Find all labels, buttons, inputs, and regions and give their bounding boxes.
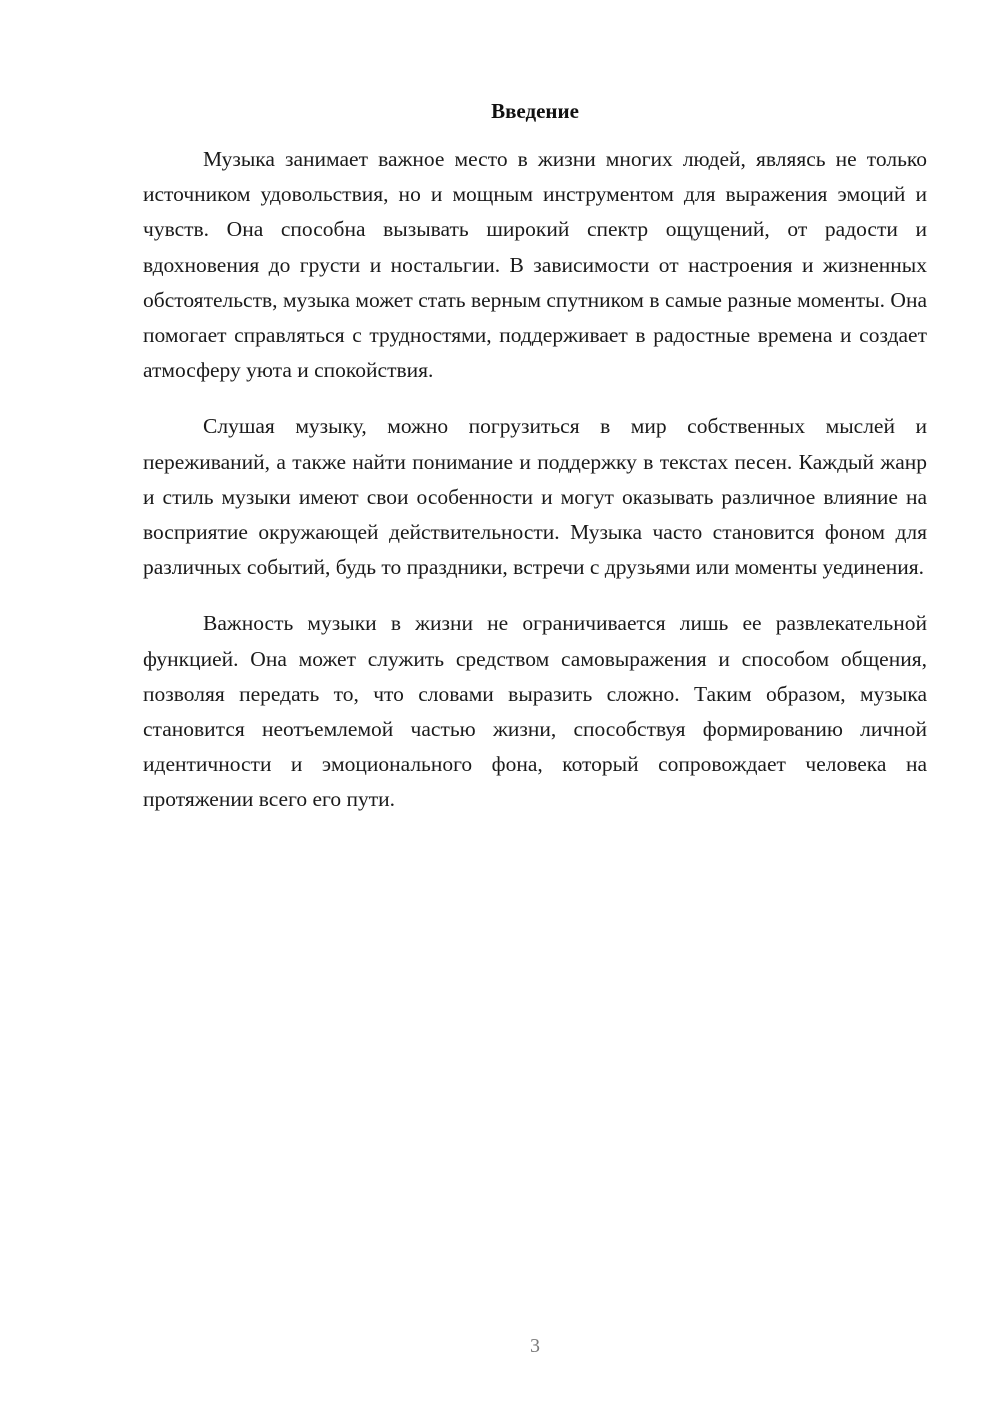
paragraph-1: Музыка занимает важное место в жизни многих людей, являясь не только источником удовольствия, но и мощным инструментом для выражения эмоций и чувств. Она способна вызывать широкий спектр ощущений, от радости и вдохновения до грусти и ностальгии. В зависимости от настроения и жизненных обстоятельств, музыка может стать верным спутником в самые разные моменты. Она помогает справляться с трудностями, поддерживает в радостные времена и создает атмосферу уюта и спокойствия.	[143, 147, 927, 383]
section-heading: Введение	[491, 99, 579, 123]
paragraph-2: Слушая музыку, можно погрузиться в мир собственных мыслей и переживаний, а также найти понимание и поддержку в текстах песен. Каждый жанр и стиль музыки имеют свои особенности и могут оказывать различное влияние на восприятие окружающей действительности. Музыка часто становится фоном для различных событий, будь то праздники, встречи с друзьями или моменты уединения.	[143, 414, 927, 580]
page-content	[143, 96, 927, 839]
page-number: 3	[530, 1335, 540, 1357]
paragraph-3: Важность музыки в жизни не ограничивается лишь ее развлекательной функцией. Она может служить средством самовыражения и способом общения, позволяя передать то, что словами выразить сложно. Таким образом, музыка становится неотъемлемой частью жизни, способствуя формированию личной идентичности и эмоционального фона, который сопровождает человека на протяжении всего его пути.	[143, 611, 927, 812]
